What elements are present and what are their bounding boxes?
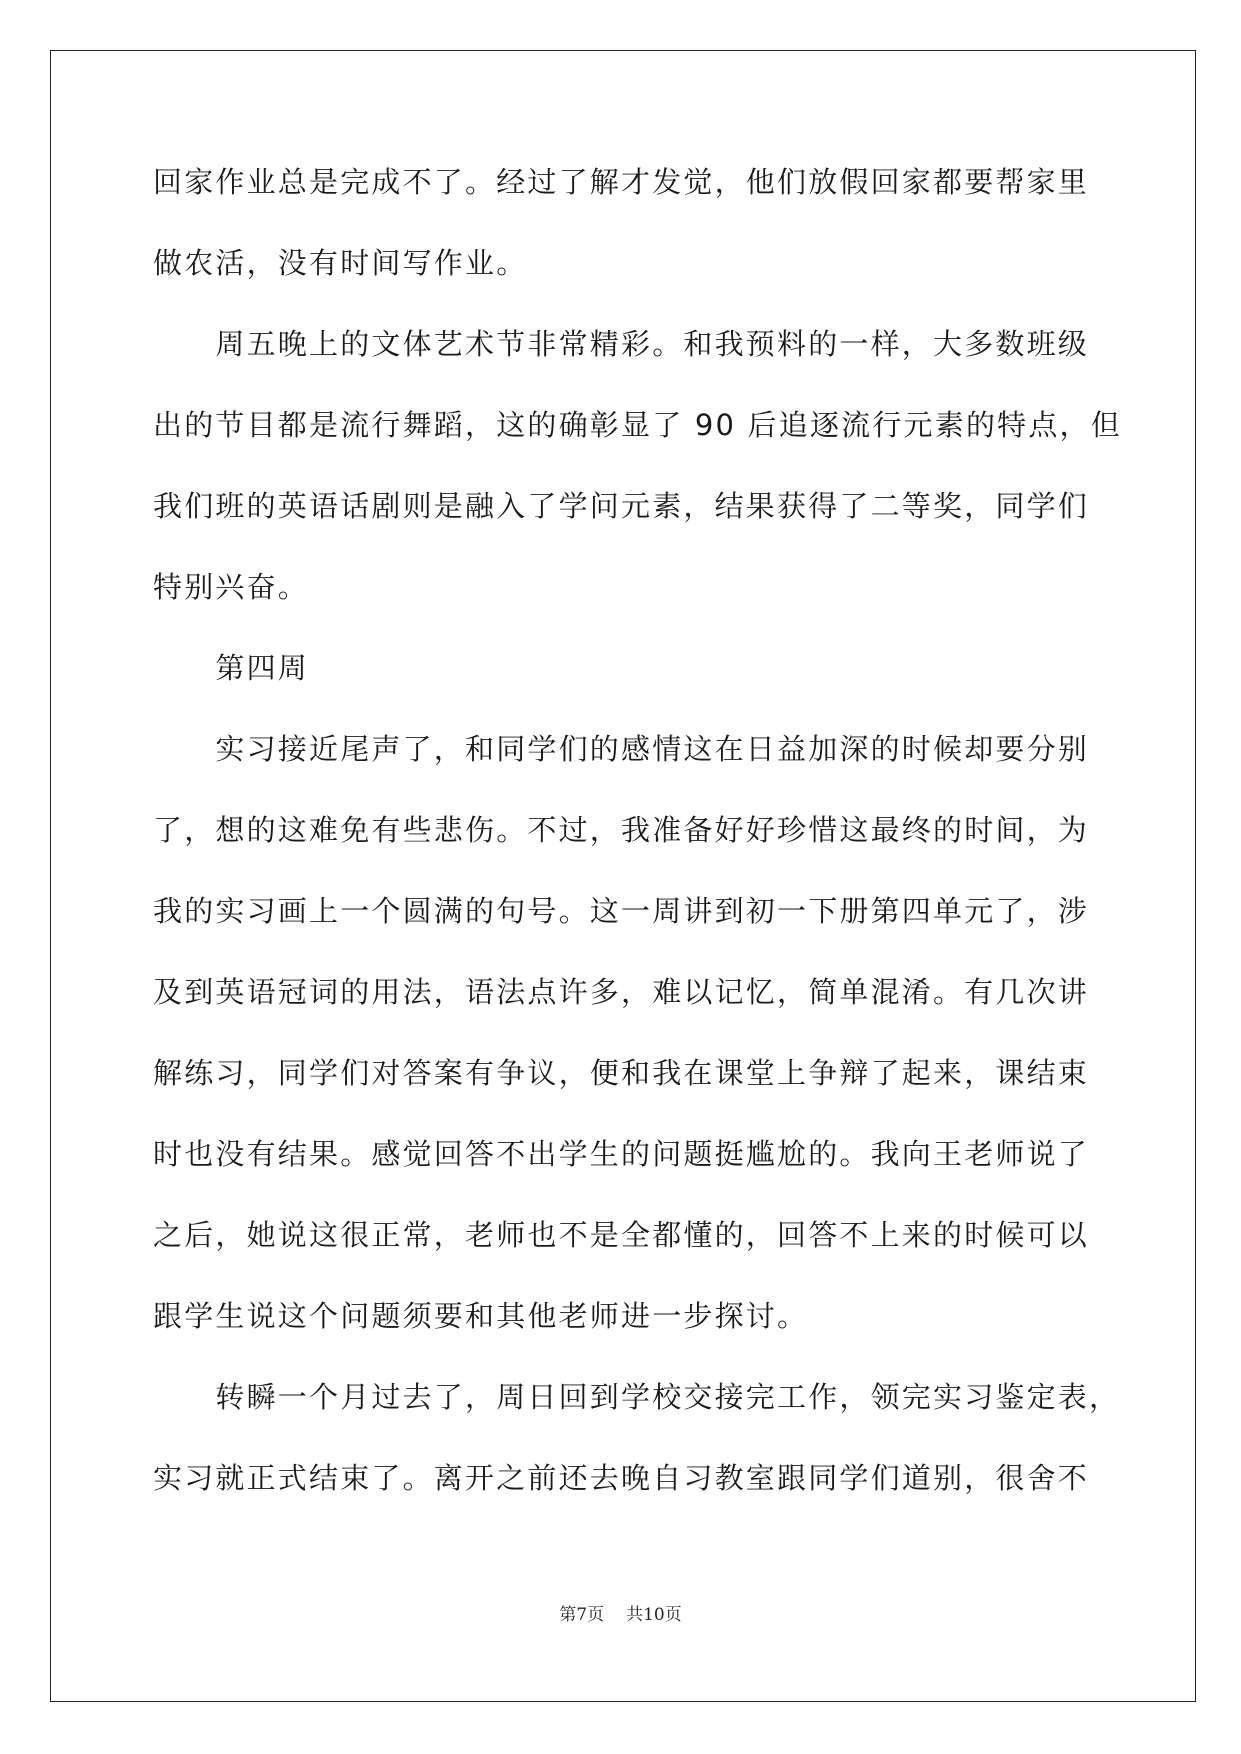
document-body (153, 162, 1122, 1539)
page-total: 共10页 (626, 1605, 682, 1625)
text-line: 周五晚上的文体艺术节非常精彩。和我预料的一样，大多数班级 (153, 327, 1090, 361)
text-line: 我的实习画上一个圆满的句号。这一周讲到初一下册第四单元了，涉 (153, 894, 1090, 928)
text-line: 了，想的这难免有些悲伤。不过，我准备好好珍惜这最终的时间，为 (153, 813, 1090, 847)
text-line: 回家作业总是完成不了。经过了解才发觉，他们放假回家都要帮家里 (153, 165, 1090, 199)
text-line: 实习就正式结束了。离开之前还去晚自习教室跟同学们道别，很舍不 (153, 1461, 1090, 1495)
text-line: 时也没有结果。感觉回答不出学生的问题挺尴尬的。我向王老师说了 (153, 1137, 1090, 1171)
page-number: 第7页 (559, 1605, 605, 1625)
page-footer (0, 1600, 1241, 1625)
text-line: 我们班的英语话剧则是融入了学问元素，结果获得了二等奖，同学们 (153, 489, 1090, 523)
text-line: 解练习，同学们对答案有争议，便和我在课堂上争辩了起来，课结束 (153, 1056, 1090, 1090)
text-line: 做农活，没有时间写作业。 (153, 246, 528, 280)
text-line: 特别兴奋。 (153, 570, 310, 604)
text-line: 出的节目都是流行舞蹈，这的确彰显了 90 后追逐流行元素的特点，但 (153, 408, 1122, 442)
text-line: 及到英语冠词的用法，语法点许多，难以记忆，简单混淆。有几次讲 (153, 975, 1090, 1009)
text-line: 实习接近尾声了，和同学们的感情这在日益加深的时候却要分别 (153, 732, 1090, 766)
text-line: 跟学生说这个问题须要和其他老师进一步探讨。 (153, 1299, 809, 1333)
section-heading: 第四周 (153, 651, 310, 685)
text-line: 转瞬一个月过去了，周日回到学校交接完工作，领完实习鉴定表， (153, 1380, 1121, 1414)
text-line: 之后，她说这很正常，老师也不是全都懂的，回答不上来的时候可以 (153, 1218, 1090, 1252)
